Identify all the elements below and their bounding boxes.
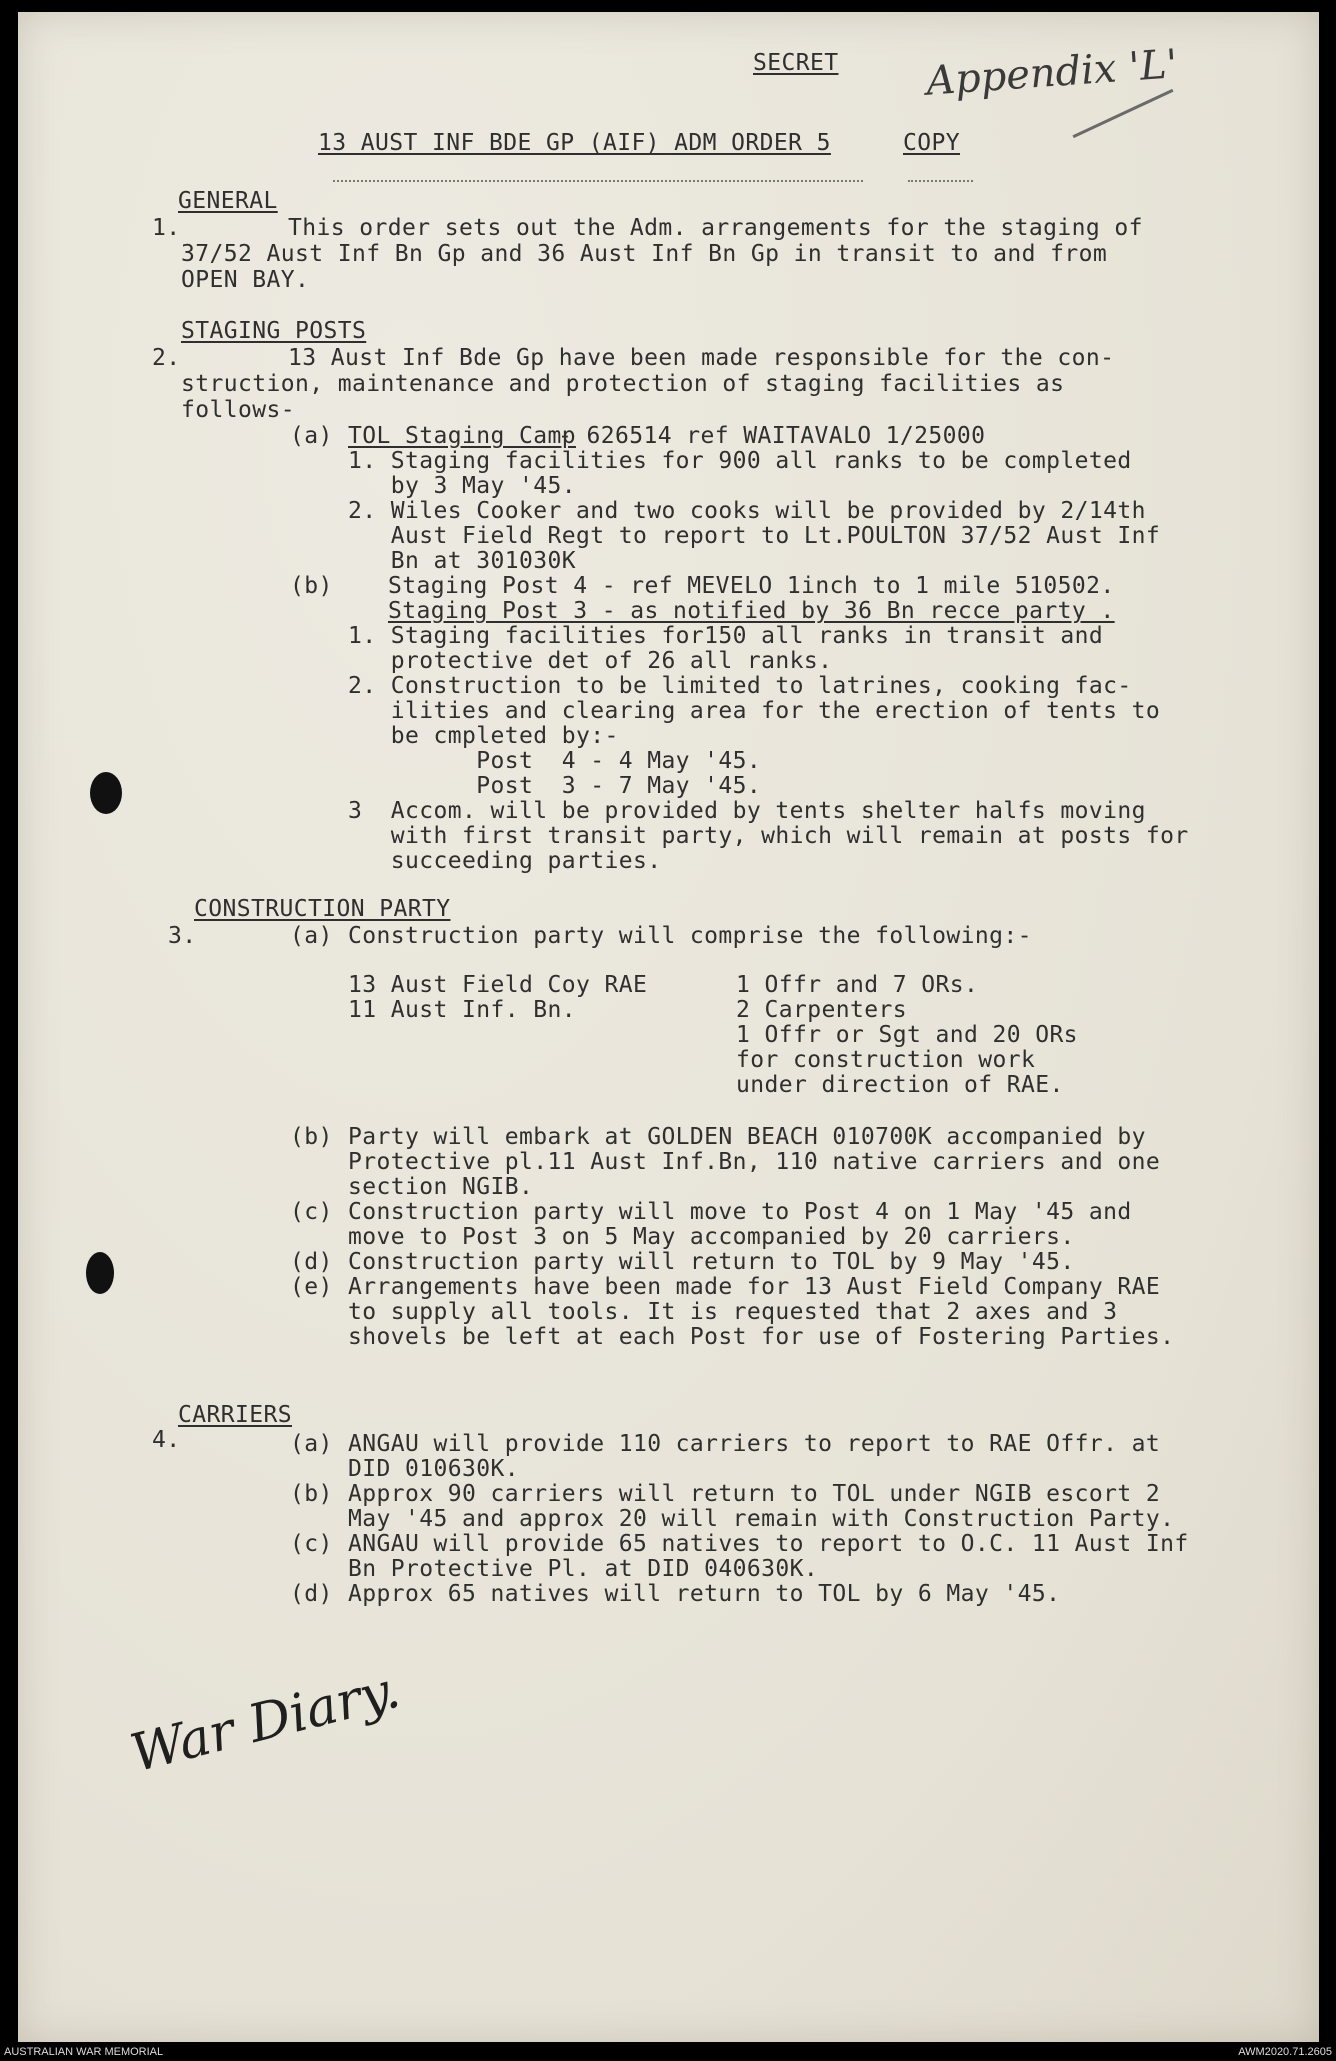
document-page [18, 12, 1319, 2042]
text-line: Approx 90 carriers will return to TOL under NGIB escort 2 [348, 1481, 1161, 1507]
item-label: (a) [290, 1431, 333, 1457]
text-line: ANGAU will provide 65 natives to report to O.C. 11 Aust Inf [348, 1531, 1189, 1557]
text-line: Construction party will return to TOL by 9 May '45. [348, 1249, 1075, 1275]
tol-staging-camp-title: TOL Staging Camp [348, 423, 576, 449]
footer-credit: AUSTRALIAN WAR MEMORIAL [4, 2046, 164, 2058]
para-number: 4. [152, 1427, 181, 1453]
text-line: 2. Construction to be limited to latrines, cooking fac- [348, 673, 1132, 699]
secret-marking: SECRET [753, 50, 839, 76]
table-detail: 1 Offr or Sgt and 20 ORs [736, 1022, 1078, 1048]
item-label: (c) [290, 1199, 333, 1225]
text-line: Arrangements have been made for 13 Aust Field Company RAE [348, 1274, 1161, 1300]
carriers-heading: CARRIERS [178, 1402, 292, 1428]
ink-blot [86, 1252, 114, 1294]
text-line: Aust Field Regt to report to Lt.POULTON 37/52 Aust Inf [348, 523, 1161, 549]
text-line: 13 Aust Inf Bde Gp have been made responsible for the con- [288, 345, 1115, 371]
table-detail: under direction of RAE. [736, 1072, 1064, 1098]
item-label: (a) [290, 423, 333, 449]
text-line: Post 4 - 4 May '45. [348, 748, 762, 774]
text-line: Staging Post 3 - as notified by 36 Bn recce party . [388, 598, 1115, 624]
construction-heading: CONSTRUCTION PARTY [194, 896, 451, 922]
text-line: with first transit party, which will remain at posts for [348, 823, 1189, 849]
order-title: 13 AUST INF BDE GP (AIF) ADM ORDER 5 [318, 130, 831, 156]
item-label: (d) [290, 1581, 333, 1607]
table-detail: 2 Carpenters [736, 997, 907, 1023]
text-line: Construction party will move to Post 4 on 1 May '45 and [348, 1199, 1132, 1225]
table-detail: 1 Offr and 7 ORs. [736, 972, 979, 998]
text-line: 1. Staging facilities for150 all ranks in transit and [348, 623, 1104, 649]
item-label: (a) [290, 923, 333, 949]
text-line: ANGAU will provide 110 carriers to report to RAE Offr. at [348, 1431, 1161, 1457]
text-line: Post 3 - 7 May '45. [348, 773, 762, 799]
text-line: by 3 May '45. [348, 473, 576, 499]
ink-blot [90, 772, 122, 814]
item-label: (b) [290, 1124, 333, 1150]
item-label: (e) [290, 1274, 333, 1300]
table-unit: 13 Aust Field Coy RAE [348, 972, 648, 998]
text-line: Construction party will comprise the following:- [348, 923, 1032, 949]
text-line: be cmpleted by:- [348, 723, 619, 749]
appendix-handwritten-note: Appendix 'L' [924, 41, 1180, 105]
text-line: succeeding parties. [348, 848, 662, 874]
text-line: This order sets out the Adm. arrangements for the staging of [288, 215, 1143, 241]
text-line: 3 Accom. will be provided by tents shelter halfs moving [348, 798, 1146, 824]
para-number: 3. [168, 923, 197, 949]
text-line: 37/52 Aust Inf Bn Gp and 36 Aust Inf Bn Gp in transit to and from [181, 241, 1108, 267]
text-line: move to Post 3 on 5 May accompanied by 20 carriers. [348, 1224, 1075, 1250]
footer-id: AWM2020.71.2605 [1238, 2046, 1332, 2058]
text-line: 2. Wiles Cooker and two cooks will be provided by 2/14th [348, 498, 1146, 524]
text-line: ilities and clearing area for the erection of tents to [348, 698, 1161, 724]
title-dotted-rule [333, 180, 863, 182]
text-line: protective det of 26 all ranks. [348, 648, 833, 674]
text-line: May '45 and approx 20 will remain with Construction Party. [348, 1506, 1175, 1532]
para-number: 2. [152, 345, 181, 371]
text-line: struction, maintenance and protection of staging facilities as [181, 371, 1065, 397]
text-line: DID 010630K. [348, 1456, 519, 1482]
text-line: follows- [181, 397, 295, 423]
copy-marking: COPY [903, 130, 960, 156]
text-line: 1. Staging facilities for 900 all ranks to be completed [348, 448, 1132, 474]
general-heading: GENERAL [178, 188, 278, 214]
item-label: (b) [290, 573, 333, 599]
text-line: Bn Protective Pl. at DID 040630K. [348, 1556, 819, 1582]
item-label: (c) [290, 1531, 333, 1557]
text-line: Approx 65 natives will return to TOL by 6 May '45. [348, 1581, 1061, 1607]
copy-dotted-rule [908, 180, 973, 182]
table-detail: for construction work [736, 1047, 1036, 1073]
text-line: - 626514 ref WAITAVALO 1/25000 [558, 423, 986, 449]
text-line: Staging Post 4 - ref MEVELO 1inch to 1 mile 510502. [388, 573, 1115, 599]
pencil-stroke [1073, 89, 1174, 138]
text-line: section NGIB. [348, 1174, 534, 1200]
text-line: Bn at 301030K [348, 548, 576, 574]
item-label: (d) [290, 1249, 333, 1275]
text-line: Protective pl.11 Aust Inf.Bn, 110 native carriers and one [348, 1149, 1161, 1175]
text-line: to supply all tools. It is requested that 2 axes and 3 [348, 1299, 1118, 1325]
item-label: (b) [290, 1481, 333, 1507]
text-line: Party will embark at GOLDEN BEACH 010700K accompanied by [348, 1124, 1146, 1150]
staging-heading: STAGING POSTS [181, 318, 367, 344]
table-unit: 11 Aust Inf. Bn. [348, 997, 576, 1023]
text-line: OPEN BAY. [181, 267, 310, 293]
war-diary-handwritten-note: War Diary. [124, 1659, 406, 1785]
text-line: shovels be left at each Post for use of Fostering Parties. [348, 1324, 1175, 1350]
para-number: 1. [152, 215, 181, 241]
